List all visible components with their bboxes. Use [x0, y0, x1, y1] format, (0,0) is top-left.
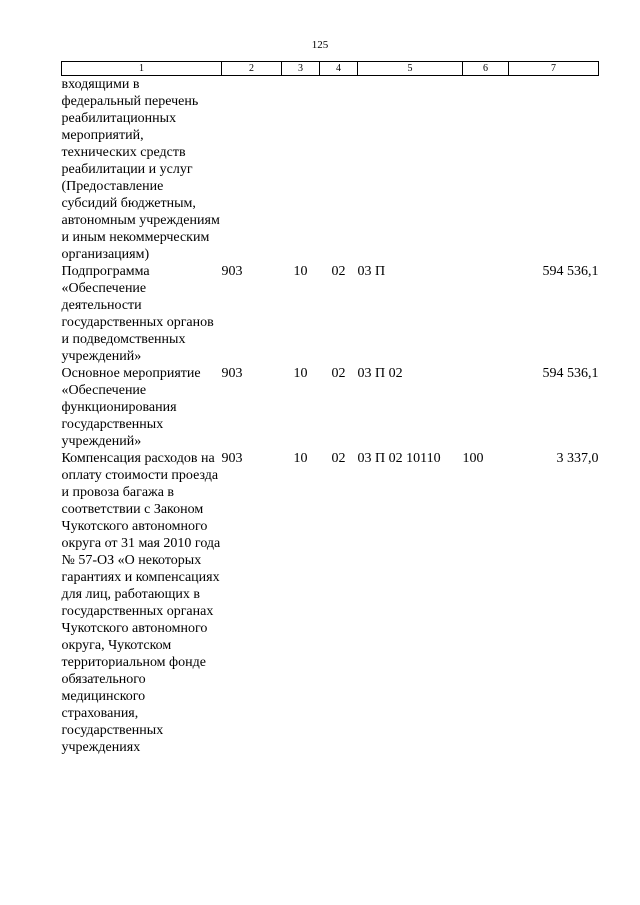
row-subsection: 02 [331, 451, 346, 466]
row-target-code: 03 П [357, 264, 386, 279]
header-col-6: 6 [463, 62, 509, 76]
header-col-1: 1 [62, 62, 222, 76]
row-name: Основное мероприятие «Обеспечение функционирования государственных учреждений» [61, 366, 201, 449]
row-expense-kind: 100 [462, 451, 484, 466]
row-section: 10 [293, 366, 308, 381]
row-subsection [320, 76, 358, 264]
row-name: входящими в федеральный перечень реабилитационных мероприятий, технических средств реабилитации и услуг (Предоставление субсидий бюджетным, автономным учреждениям и иным некоммерческим организациям) [61, 77, 220, 262]
table-header [62, 62, 599, 76]
row-amount: 3 337,0 [556, 451, 599, 466]
header-col-3: 3 [282, 62, 320, 76]
row-subsection: 02 [331, 264, 346, 279]
row-admin-code: 903 [221, 366, 243, 381]
table-row [62, 450, 599, 756]
header-col-4: 4 [320, 62, 358, 76]
row-target-code [358, 76, 463, 264]
table-row [62, 263, 599, 365]
header-col-2: 2 [222, 62, 282, 76]
row-amount: 594 536,1 [542, 366, 599, 381]
row-name: Компенсация расходов на оплату стоимости проезда и провоза багажа в соответствии с Законом Чукотского автономного округа от 31 мая 2010 года № 57-ОЗ «О некоторых гарантиях и компенсациях для лиц, работающих в государственных органах Чукотского автономного округа, Чукотском территориальном фонде обязательного медицинского страхования, государственных учреждениях [61, 451, 221, 755]
budget-table [61, 61, 599, 756]
page-number: 125 [311, 39, 329, 51]
row-expense-kind [463, 365, 509, 450]
row-amount [509, 76, 599, 264]
header-row [62, 62, 599, 76]
table-row [62, 76, 599, 264]
row-amount: 594 536,1 [542, 264, 599, 279]
row-section: 10 [293, 264, 308, 279]
row-admin-code: 903 [221, 451, 243, 466]
table-body [62, 76, 599, 757]
header-col-7: 7 [509, 62, 599, 76]
row-admin-code: 903 [221, 264, 243, 279]
row-expense-kind [463, 76, 509, 264]
row-admin-code [222, 76, 282, 264]
row-subsection: 02 [331, 366, 346, 381]
row-name: Подпрограмма «Обеспечение деятельности государственных органов и подведомственных учреждений» [61, 264, 214, 364]
row-target-code: 03 П 02 [357, 366, 403, 381]
row-target-code: 03 П 02 10110 [357, 451, 441, 466]
row-section [282, 76, 320, 264]
header-col-5: 5 [358, 62, 463, 76]
table-row [62, 365, 599, 450]
row-section: 10 [293, 451, 308, 466]
row-expense-kind [463, 263, 509, 365]
